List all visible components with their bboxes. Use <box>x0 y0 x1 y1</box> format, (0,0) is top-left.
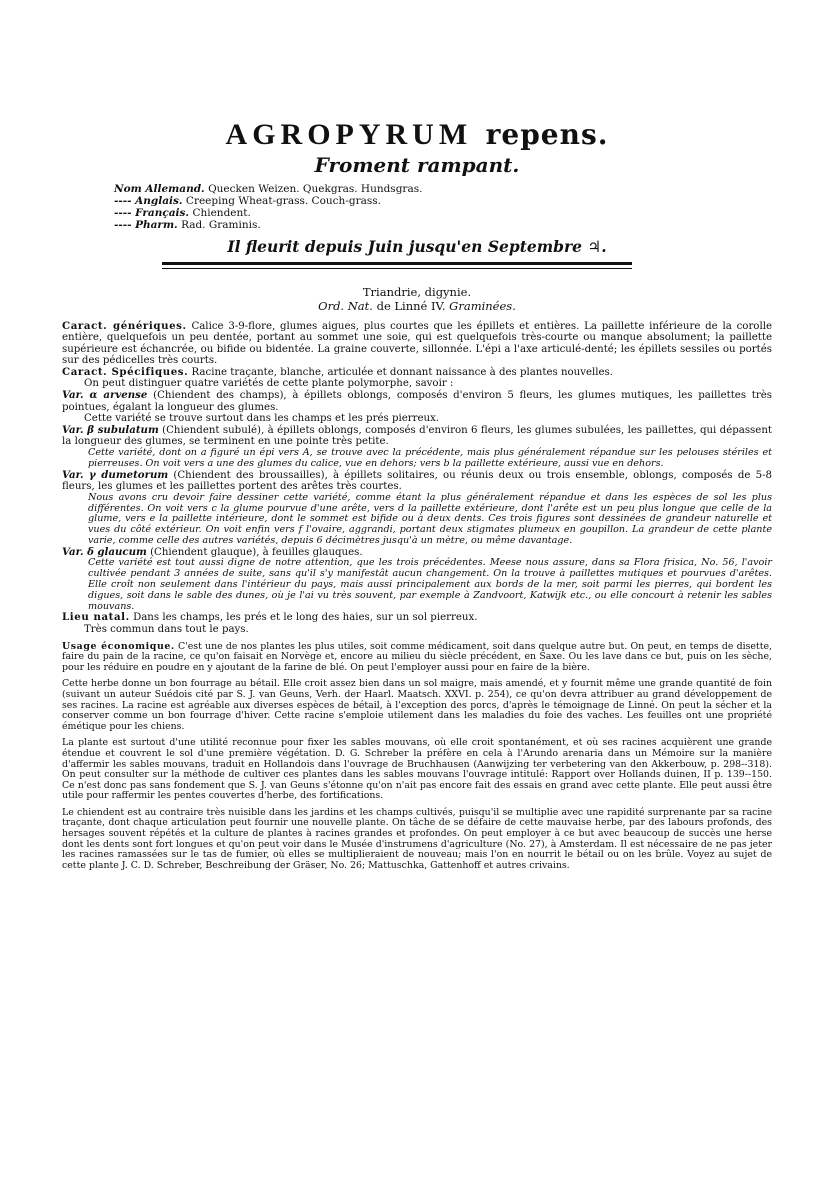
natural-order-line: Ord. Nat. de Linné IV. Graminées. <box>318 298 516 313</box>
native-place-note: Très commun dans tout le pays. <box>84 623 249 635</box>
variety-delta-note: Cette variété est tout aussi digne de notre attention, que les trois précédentes. Meese nous assure, dans sa Flora frisica, No. 56, l'avoir cultivée pendant 3 années de suite, sans qu'il s'y manifestât aucun changement. On la trouve à paillettes mutiques et pourvues d'arêtes. Elle croît non seulement dans l'intérieur du pays, mais aussi principalement aux bords de la mer, soit parmi les pierres, qui bordent les digues, soit dans le sable des dunes, où je l'ai vu très souvent, par exemple à Zandvoort, Katwijk etc., ou elle concourt à retenir les sables mouvans. <box>88 557 772 612</box>
native-place: Lieu natal. Dans les champs, les prés et le long des haies, sur un sol pierreux. <box>62 611 478 624</box>
variety-alpha: Var. α arvense (Chiendent des champs), à épillets oblongs, composés d'environ 5 fleurs, les glumes mutiques, les paillettes très pointues, égalant la longueur des glumes. <box>62 389 772 413</box>
name-row: ---- Français. Chiendent. <box>114 206 251 219</box>
name-row: ---- Pharm. Rad. Graminis. <box>114 218 261 231</box>
couch-grass-paragraph: Le chiendent est au contraire très nuisible dans les jardins et les champs cultivés, puisqu'il se multiplie avec une rapidité surprenante par sa racine traçante, dont chaque articulation peut fournir une nouvelle plante. On tâche de se défaire de cette mauvaise herbe, par des labours profonds, des hersages souvent répétés et la culture de plantes à racines grandes et profondes. On peut employer à ce but avec beaucoup de succès une herse dont les dents sont fort longues et qu'on peut voir dans le Musée d'instrumens d'agriculture (No. 27), à Amsterdam. Il est nécessaire de ne pas jeter les racines ramassées sur le tas de fumier, où elles se multiplieraient de nouveau; mais l'on en nourrit le bétail ou on les brûle. Voyez au sujet de cette plante J. C. D. Schreber, Beschreibung der Gräser, No. 26; Mattuschka, Gattenhoff et autres crivains. <box>62 806 772 871</box>
name-row: Nom Allemand. Quecken Weizen. Quekgras. Hundsgras. <box>114 182 423 195</box>
variety-alpha-note: Cette variété se trouve surtout dans les champs et les prés pierreux. <box>84 413 440 425</box>
generic-characters: Caract. génériques. Calice 3-9-flore, glumes aigues, plus courtes que les épillets et entières. La paillette inférieure de la corolle entière, quelquefois un peu dentée, portant au sommet une soie, qui est quelquefois très-courte ou manque absolument; la paillette supérieure est échancrée, ou bifide ou bidentée. La graine couverte, sillonnée. L'épi a l'axe articulé-denté; les épillets sessiles ou portés sur des pédicelles très courts. <box>62 319 772 367</box>
variety-gamma-note: Nous avons cru devoir faire dessiner cette variété, comme étant la plus généralement répandue et dans les espèces de sol les plus différentes. On voit vers c la glume pourvue d'une arête, vers d la paillette extérieure, dont l'arête est un peu plus longue que celle de la glume, vers e la paillette intérieure, dont le sommet est bifide ou à deux dents. Ces trois figures sont dessinées de grandeur naturelle et vues du côté extérieur. On voit enfin vers f l'ovaire, aggrandi, portant deux stigmates plumeux en goupillon. La grandeur de cette plante varie, comme celle des autres variétés, depuis 6 décimètres jusqu'à un mètre, ou même davantage. <box>88 491 772 546</box>
common-name: Froment rampant. <box>314 152 520 177</box>
genus-name: AGROPYRUM <box>225 118 473 151</box>
name-row: ---- Anglais. Creeping Wheat-grass. Couch-grass. <box>114 194 381 207</box>
variety-gamma: Var. γ dumetorum (Chiendent des broussailles), à épillets solitaires, ou réunis deux ou trois ensemble, oblongs, composés de 5-8 fleurs, les glumes et les paillettes portent des arêtes très courtes. <box>62 468 772 493</box>
sand-paragraph: La plante est surtout d'une utilité reconnue pour fixer les sables mouvans, où elle croit spontanément, et où ses racines acquièrent une grande étendue et couvrent le sol d'une première végétation. D. G. Schreber la préfère en cela à l'Arundo arenaria dans un Mémoire sur la manière d'affermir les sables mouvans, traduit en Hollandois dans l'ouvrage de Bruchhausen (Aanwijzing ter verbetering van den Akkerbouw, p. 298--318). On peut consulter sur la méthode de cultiver ces plantes dans les sables mouvans l'ouvrage intitulé: Rapport over Hollands duinen, II p. 139--150. Ce n'est donc pas sans fondement que S. J. van Geuns s'étonne qu'on n'ait pas encore fait des essais en grand avec cette plante. Elle peut aussi être utile pour raffermir les pentes couvertes d'herbe, des fortifications. <box>62 737 772 802</box>
double-rule-thick <box>162 262 632 265</box>
varieties-intro: On peut distinguer quatre variétés de cette plante polymorphe, savoir : <box>84 378 454 390</box>
flowering-period: Il fleurit depuis Juin jusqu'en Septembre ♃. <box>227 236 607 256</box>
page-title <box>62 118 772 153</box>
specific-characters: Caract. Spécifiques. Racine traçante, blanche, articulée et donnant naissance à des plantes nouvelles. <box>62 365 614 378</box>
economic-use: Usage économique. C'est une de nos plantes les plus utiles, soit comme médicament, soit dans quelque autre but. On peut, en temps de disette, faire du pain de la racine, ce qu'on faisait en Norvège et, encore au milieu du siècle précédent, en Saxe. Ou les lave dans ce but, puis on les sèche, pour les réduire en poudre en y ajoutant de la farine de blé. On peut l'employer aussi pour en faire de la bière. <box>62 640 772 673</box>
species-name: repens. <box>485 118 609 151</box>
vernacular-names <box>114 183 772 231</box>
variety-delta: Var. δ glaucum (Chiendent glauque), à feuilles glauques. <box>62 545 363 558</box>
classification-line: Triandrie, digynie. <box>362 284 472 299</box>
variety-beta: Var. β subulatum (Chiendent subulé), à épillets oblongs, composés d'environ 6 fleurs, les glumes subulées, les paillettes, qui dépassent la longueur des glumes, se terminent en une pointe très petite. <box>62 423 772 448</box>
document-page <box>62 100 772 871</box>
fodder-paragraph: Cette herbe donne un bon fourrage au bétail. Elle croit assez bien dans un sol maigre, mais amendé, et y fournit même une grande quantité de foin (suivant un auteur Suédois cité par S. J. van Geuns, Verh. der Haarl. Maatsch. XXVI. p. 254), ce qu'on devra attribuer au grand développement de ses racines. La racine est agréable aux diverses espèces de bétail, à l'exception des porcs, d'après le témoignage de Linné. On peut la sécher et la conserver comme un bon fourrage d'hiver. Cette racine s'emploie utilement dans les maladies du foie des vaches. Les feuilles ont une propriété émétique pour les chiens. <box>62 678 772 732</box>
double-rule-thin <box>162 268 632 269</box>
variety-beta-note: Cette variété, dont on a figuré un épi vers A, se trouve avec la précédente, mais plus généralement répandue sur les pelouses stériles et pierreuses. On voit vers a une des glumes du calice, vue en dehors; vers b la paillette extérieure, aussi vue en dehors. <box>88 447 772 469</box>
